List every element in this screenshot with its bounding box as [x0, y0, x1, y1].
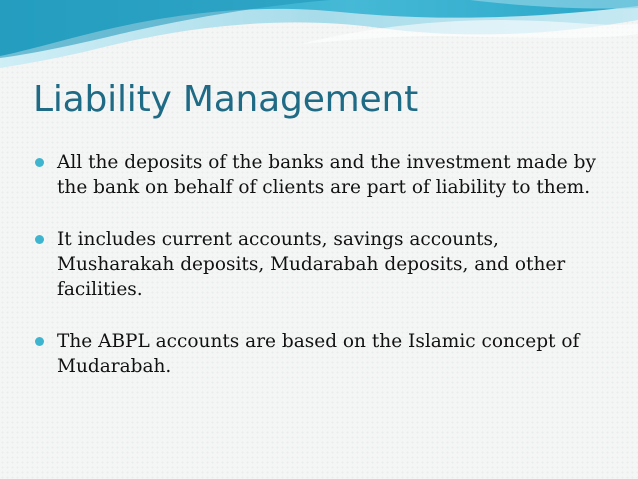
bullet-item: [30, 150, 615, 200]
bullet-text: It includes current accounts, savings accounts, Musharakah deposits, Mudarabah deposits, and other facilities.: [57, 229, 566, 300]
bullet-text: All the deposits of the banks and the investment made by the bank on behalf of clients are part of liability to them.: [57, 152, 596, 198]
bullet-dot-icon: [35, 235, 44, 244]
header-wave-decoration: [0, 0, 638, 80]
slide-title: Liability Management: [33, 79, 418, 120]
bullet-list: [30, 150, 615, 379]
bullet-item: [30, 227, 615, 302]
bullet-dot-icon: [35, 337, 44, 346]
bullet-text: The ABPL accounts are based on the Islamic concept of Mudarabah.: [57, 331, 580, 377]
bullet-dot-icon: [35, 158, 44, 167]
bullet-item: [30, 329, 615, 379]
